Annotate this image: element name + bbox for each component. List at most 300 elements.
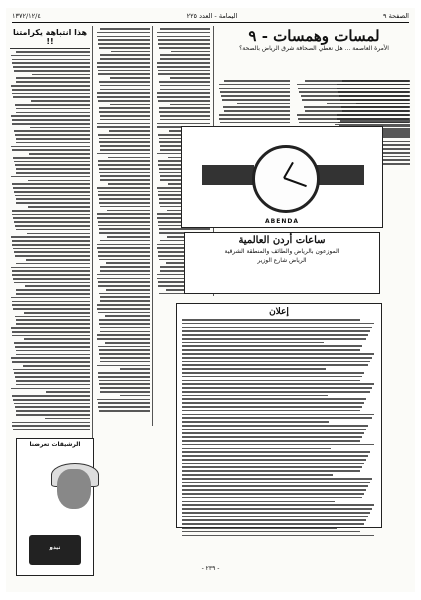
text-line [182, 319, 360, 321]
text-line [16, 350, 90, 352]
text-line [98, 406, 150, 408]
text-line [12, 119, 90, 121]
text-line [182, 485, 368, 487]
text-line [157, 62, 210, 64]
text-line [14, 342, 90, 344]
text-line [220, 122, 290, 124]
text-line [100, 331, 150, 333]
text-line [11, 327, 90, 329]
text-line [182, 398, 366, 400]
main-headline: لمسات وهمسات - ٩ [248, 28, 380, 45]
text-line [15, 346, 90, 348]
text-line [171, 51, 210, 53]
text-line [304, 106, 409, 108]
text-line [223, 106, 290, 108]
text-line [97, 274, 150, 276]
text-line [13, 399, 90, 401]
text-line [157, 123, 210, 125]
text-line [99, 349, 150, 351]
text-line [100, 327, 150, 329]
text-line [100, 58, 150, 60]
text-line [97, 36, 150, 38]
text-line [100, 361, 150, 363]
text-line [100, 54, 150, 56]
text-line [182, 342, 324, 344]
text-line [160, 85, 210, 87]
text-line [11, 146, 90, 148]
text-line [24, 312, 90, 314]
text-line [182, 406, 362, 408]
text-line [120, 368, 150, 370]
text-line [106, 289, 150, 291]
text-line [98, 164, 150, 166]
text-line [97, 304, 150, 306]
text-line [100, 28, 150, 30]
text-line [160, 28, 210, 30]
text-line [16, 142, 90, 144]
text-line [182, 380, 360, 382]
text-line [98, 221, 150, 223]
text-line [302, 99, 409, 101]
text-line [13, 278, 90, 280]
text-line [182, 440, 360, 442]
text-line [99, 47, 150, 49]
text-line [45, 418, 90, 420]
text-line [16, 380, 90, 382]
text-line [99, 168, 150, 170]
text-line [12, 270, 90, 272]
text-line [182, 455, 368, 457]
text-line [98, 372, 150, 374]
text-line [108, 183, 150, 185]
text-line [182, 376, 362, 378]
text-line [182, 466, 362, 468]
text-line [98, 255, 150, 257]
text-line [100, 89, 150, 91]
text-line [99, 380, 150, 382]
text-line [12, 210, 90, 212]
text-line [107, 210, 150, 212]
text-line [14, 130, 90, 132]
text-line [13, 187, 90, 189]
text-line [182, 470, 360, 472]
text-line [97, 213, 150, 215]
text-line [16, 168, 90, 170]
text-line [16, 202, 90, 204]
text-line [159, 81, 210, 83]
text-line [98, 134, 150, 136]
text-line [100, 179, 150, 181]
text-line [15, 255, 90, 257]
text-line [182, 338, 366, 340]
text-line [157, 66, 210, 68]
newspaper-page [6, 8, 415, 592]
text-line [16, 198, 90, 200]
text-line [160, 119, 210, 121]
text-line [182, 345, 362, 347]
text-line [15, 164, 90, 166]
text-line [16, 138, 90, 140]
man-portrait-icon [57, 469, 91, 509]
text-line [107, 236, 150, 238]
text-line [12, 331, 90, 333]
text-line [160, 54, 210, 56]
main-subheadline: الأمرة العاصمة ... هل نعطي الصحافة شرق الرياض بالصحة؟ [239, 44, 389, 52]
text-line [182, 497, 362, 499]
shop-line-2: الرياض شارع الوزير [257, 257, 307, 264]
text-line [182, 421, 329, 423]
text-line [99, 198, 150, 200]
text-line [182, 414, 374, 416]
text-line [170, 104, 211, 106]
text-line [99, 138, 150, 140]
text-line [97, 96, 150, 98]
text-line [97, 365, 150, 367]
text-line [11, 55, 90, 57]
text-line [182, 508, 372, 510]
text-line [11, 267, 90, 269]
text-line [12, 422, 90, 424]
text-line [15, 225, 90, 227]
text-line [13, 66, 90, 68]
text-line [182, 361, 370, 363]
text-line [16, 108, 90, 110]
text-line [97, 308, 150, 310]
text-line [110, 104, 151, 106]
text-line [100, 175, 150, 177]
text-line [11, 388, 90, 390]
text-line [182, 501, 335, 503]
text-line [97, 244, 150, 246]
text-line [224, 110, 290, 112]
text-line [13, 217, 90, 219]
text-line [157, 36, 210, 38]
text-line [99, 202, 150, 204]
text-line [97, 32, 150, 34]
text-line [219, 114, 290, 116]
bottom-advertisement [16, 438, 94, 576]
text-line [182, 417, 372, 419]
text-line [14, 282, 90, 284]
text-line [97, 123, 150, 125]
text-line [182, 512, 370, 514]
text-line [12, 149, 90, 151]
text-line [98, 285, 150, 287]
watch-advertisement [181, 126, 383, 228]
text-line [159, 47, 210, 49]
text-line [97, 217, 150, 219]
text-line [98, 346, 150, 348]
text-line [12, 395, 90, 397]
watch-brand: ABENDA [265, 218, 299, 225]
text-line [98, 100, 150, 102]
text-line [182, 372, 364, 374]
text-line [100, 300, 150, 302]
text-line [12, 183, 90, 185]
text-line [12, 304, 90, 306]
text-line [157, 96, 210, 98]
text-line [305, 110, 409, 112]
text-line [98, 43, 150, 45]
text-line [182, 425, 368, 427]
text-line [224, 80, 290, 82]
main-article-col-2 [218, 78, 290, 126]
text-line [99, 172, 150, 174]
text-line [15, 134, 90, 136]
text-line [99, 228, 150, 230]
left-article-headline: هذا انتباهة يكرامتنا !! [10, 26, 90, 49]
text-line [182, 402, 364, 404]
main-article-headline [218, 28, 410, 78]
text-line [298, 118, 409, 120]
text-line [16, 414, 90, 416]
text-line [98, 281, 150, 283]
text-line [13, 429, 90, 430]
text-line [182, 429, 366, 431]
text-line [97, 399, 150, 401]
text-line [14, 403, 90, 405]
issue-label: اليمامة - العدد ٢٢٥ [186, 12, 238, 20]
text-line [182, 531, 360, 533]
text-line [182, 463, 364, 465]
text-line [182, 364, 368, 366]
text-line [100, 357, 150, 359]
product-jar-icon [29, 535, 81, 565]
text-line [12, 62, 90, 64]
text-line [98, 70, 150, 72]
text-line [98, 194, 150, 196]
text-line [97, 334, 150, 336]
text-line [16, 410, 90, 412]
text-line [182, 448, 331, 450]
text-line [111, 51, 150, 53]
text-line [182, 478, 372, 480]
text-line [16, 263, 90, 265]
text-line [98, 73, 150, 75]
text-line [12, 59, 90, 61]
text-line [108, 157, 150, 159]
text-line [11, 236, 90, 238]
text-line [182, 327, 372, 329]
text-line [100, 206, 150, 208]
ad-brand-line: الرشيقات تعرضنا [29, 441, 81, 448]
text-line [98, 402, 150, 404]
text-line [182, 523, 364, 525]
text-line [14, 70, 90, 72]
text-line [105, 342, 150, 344]
text-line [98, 39, 150, 41]
text-line [28, 206, 90, 208]
column-center-left [96, 26, 150, 416]
shop-line-1: الموزعون بالرياض والطائف والمنطقة الشرقية [224, 248, 340, 255]
text-line [16, 354, 90, 356]
text-line [100, 145, 150, 147]
text-line [12, 123, 90, 125]
text-line [11, 176, 90, 178]
text-line [13, 369, 90, 371]
product-label: نيدو [49, 545, 61, 551]
shop-advertisement [184, 232, 380, 294]
text-line [222, 99, 290, 101]
text-line [99, 293, 150, 295]
text-line [97, 338, 150, 340]
text-line [327, 103, 409, 105]
text-line [182, 395, 328, 397]
text-line [16, 384, 90, 386]
text-line [11, 297, 90, 299]
text-line [11, 115, 90, 117]
text-line [159, 111, 210, 113]
text-line [28, 180, 90, 182]
text-line [158, 73, 210, 75]
text-line [11, 85, 90, 87]
text-line [98, 376, 150, 378]
text-line [182, 410, 360, 412]
text-line [11, 357, 90, 359]
text-line [219, 118, 290, 120]
text-line [297, 84, 409, 86]
text-line [27, 233, 90, 235]
text-line [100, 149, 150, 151]
text-line [16, 112, 90, 114]
text-line [15, 195, 90, 197]
text-line [14, 221, 90, 223]
text-line [31, 100, 90, 102]
text-line [15, 376, 90, 378]
text-line [160, 115, 210, 117]
text-line [170, 77, 210, 79]
page-header [12, 10, 409, 23]
text-line [182, 334, 368, 336]
text-line [99, 323, 150, 325]
text-line [23, 365, 90, 367]
text-line [14, 251, 90, 253]
text-line [100, 387, 150, 389]
text-line [97, 92, 150, 94]
text-line [305, 80, 409, 82]
text-line [182, 353, 374, 355]
main-article-col-1 [296, 78, 409, 126]
text-line [97, 66, 150, 68]
text-line [15, 104, 90, 106]
text-line [219, 88, 290, 90]
text-line [100, 85, 150, 87]
text-line [182, 383, 374, 385]
text-line [16, 229, 90, 231]
text-line [182, 474, 333, 476]
text-line [219, 84, 290, 86]
text-line [29, 153, 90, 155]
text-line [12, 93, 90, 95]
watch-strap-left [202, 165, 254, 185]
text-line [182, 349, 360, 351]
text-line [182, 357, 372, 359]
text-line [97, 126, 150, 128]
text-line [99, 107, 150, 109]
text-line [99, 353, 150, 355]
text-line [99, 81, 150, 83]
text-line [12, 274, 90, 276]
date-label: ١٣٧٢/١٢/٤ [12, 12, 41, 20]
text-line [99, 410, 150, 412]
text-line [99, 259, 150, 261]
text-line [99, 232, 150, 234]
text-line [110, 77, 150, 79]
text-line [182, 330, 370, 332]
text-line [24, 338, 90, 340]
text-line [160, 89, 210, 91]
text-line [100, 240, 150, 242]
text-line [157, 92, 210, 94]
notice-title: إعلان [269, 307, 289, 317]
text-line [30, 127, 90, 129]
text-line [182, 436, 362, 438]
text-line [12, 89, 90, 91]
notice-body [182, 317, 376, 536]
text-line [109, 130, 150, 132]
text-line [98, 160, 150, 162]
text-line [16, 323, 90, 325]
text-line [100, 266, 150, 268]
text-line [297, 114, 409, 116]
text-line [182, 489, 366, 491]
text-line [100, 115, 150, 117]
text-line [99, 111, 150, 113]
column-left-article [10, 26, 90, 430]
text-line [14, 161, 90, 163]
text-line [158, 39, 210, 41]
text-line [46, 391, 90, 393]
text-line [182, 535, 374, 537]
text-line [158, 43, 210, 45]
text-line [12, 301, 90, 303]
text-line [13, 248, 90, 250]
text-line [299, 91, 409, 93]
text-line [182, 516, 368, 518]
text-line [15, 406, 90, 408]
text-line [182, 527, 337, 529]
text-line [97, 187, 150, 189]
text-line [237, 103, 290, 105]
text-line [16, 293, 90, 295]
text-line [100, 119, 150, 121]
text-line [182, 391, 370, 393]
text-line [12, 425, 90, 427]
text-line [16, 172, 90, 174]
text-line [182, 459, 366, 461]
text-line [14, 372, 90, 374]
column-divider [152, 26, 153, 426]
text-line [98, 251, 150, 253]
text-line [26, 259, 90, 261]
text-line [182, 451, 370, 453]
text-line [182, 504, 374, 506]
text-line [12, 361, 90, 363]
text-line [16, 77, 90, 79]
text-line [182, 432, 364, 434]
text-line [12, 244, 90, 246]
text-line [220, 91, 290, 93]
watch-dial-icon [252, 145, 320, 213]
text-line [99, 141, 150, 143]
text-line [301, 95, 409, 97]
text-line [299, 122, 409, 124]
text-line [160, 58, 210, 60]
text-line [25, 285, 90, 287]
text-line [298, 88, 409, 90]
text-line [100, 270, 150, 272]
text-line [99, 319, 150, 321]
